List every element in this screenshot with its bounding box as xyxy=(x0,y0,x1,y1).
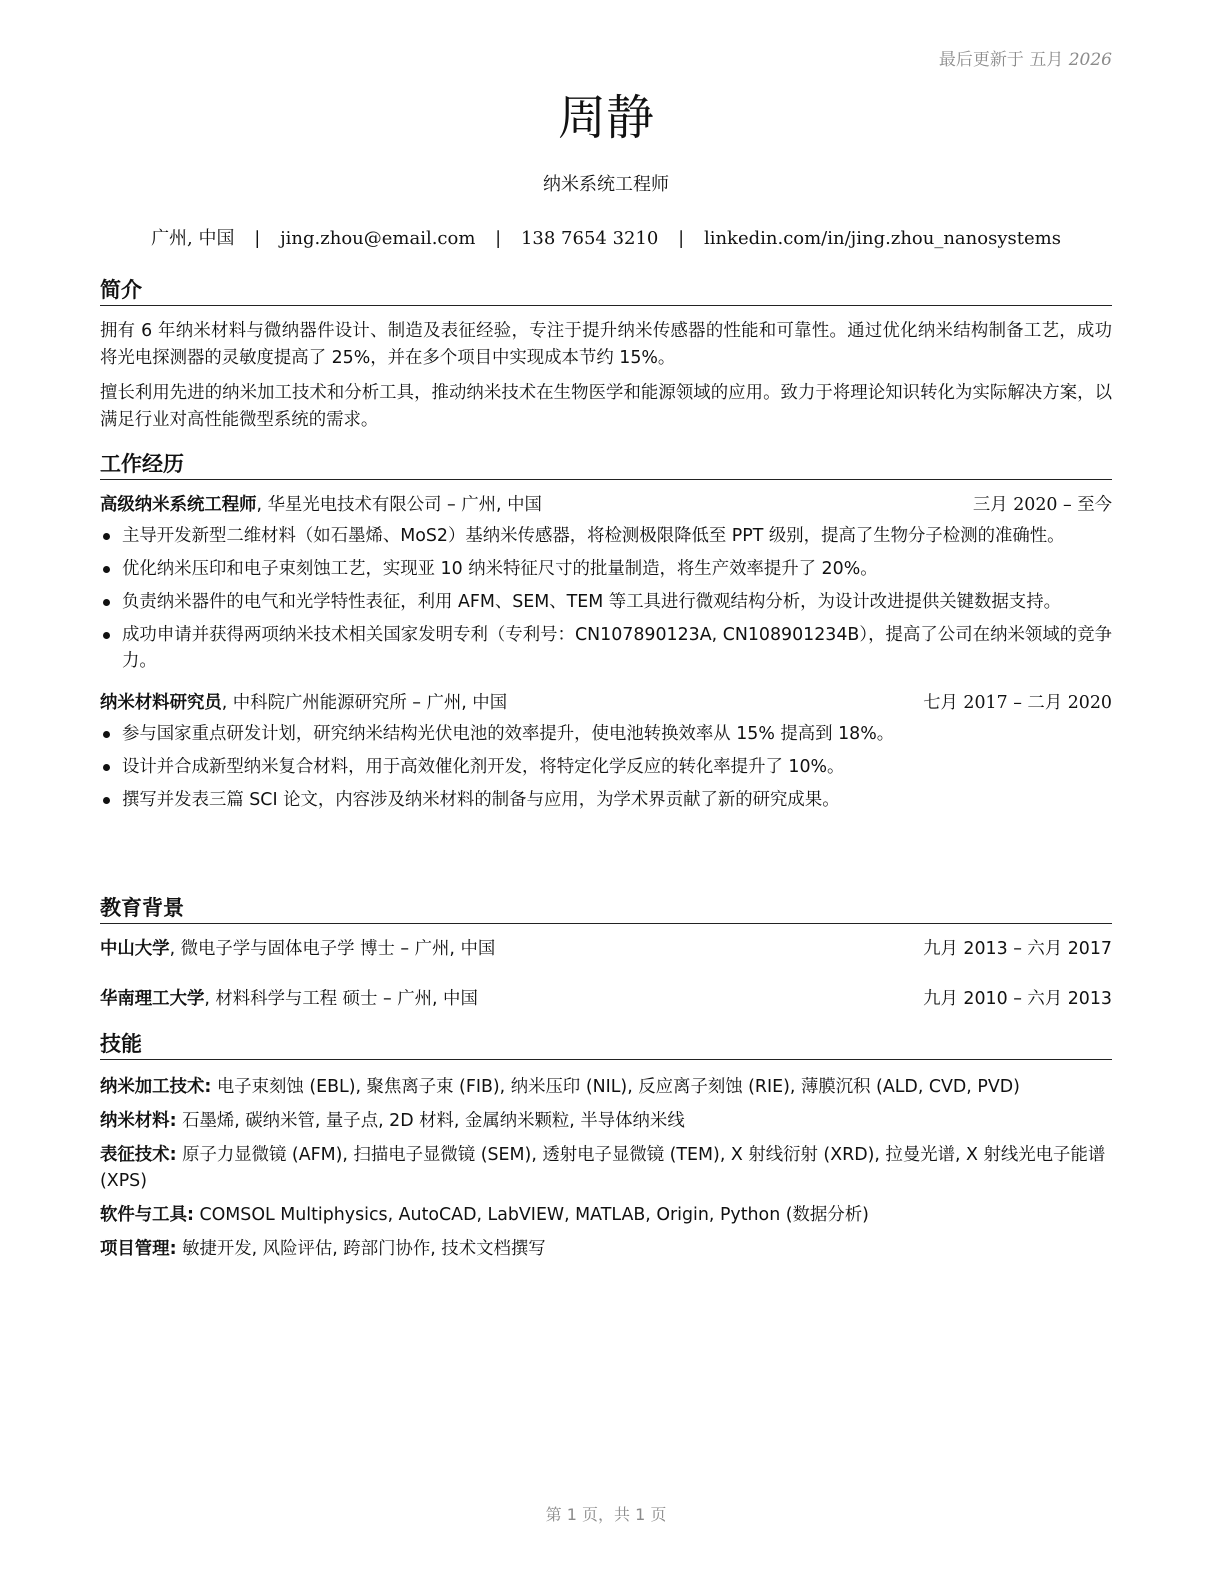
page-number-footer: 第 1 页，共 1 页 xyxy=(545,1505,667,1524)
skill-category: 项目管理: xyxy=(100,1239,177,1259)
job-title: 纳米系统工程师 xyxy=(543,174,669,195)
section-heading-experience: 工作经历 xyxy=(100,450,1112,480)
last-updated xyxy=(939,45,1112,70)
job-title: 高级纳米系统工程师 xyxy=(100,495,257,515)
job-org: , 华星光电技术有限公司 – 广州, 中国 xyxy=(256,495,542,515)
contact-separator: | xyxy=(254,228,261,249)
skill-category: 纳米材料: xyxy=(100,1111,177,1131)
education-section xyxy=(100,894,1112,1013)
last-updated-label: 最后更新于 五月 xyxy=(938,50,1064,70)
skill-items: 敏捷开发, 风险评估, 跨部门协作, 技术文档撰写 xyxy=(182,1239,546,1259)
job-bullet: 优化纳米压印和电子束刻蚀工艺，实现亚 10 纳米特征尺寸的批量制造，将生产效率提升了 20%。 xyxy=(100,556,1112,582)
skill-items: 石墨烯, 碳纳米管, 量子点, 2D 材料, 金属纳米颗粒, 半导体纳米线 xyxy=(182,1111,685,1131)
experience-section xyxy=(100,450,1112,820)
skills-section xyxy=(100,1030,1112,1270)
contact-linkedin[interactable]: linkedin.com/in/jing.zhou_nanosystems xyxy=(703,228,1061,249)
contact-phone: 138 7654 3210 xyxy=(520,228,659,249)
job-title: 纳米材料研究员 xyxy=(100,693,222,713)
summary-paragraph: 擅长利用先进的纳米加工技术和分析工具，推动纳米技术在生物医学和能源领域的应用。致力于将理论知识转化为实际解决方案，以满足行业对高性能微型系统的需求。 xyxy=(100,383,1112,430)
job-bullet: 主导开发新型二维材料（如石墨烯、MoS2）基纳米传感器，将检测极限降低至 PPT 级别，提高了生物分子检测的准确性。 xyxy=(100,523,1112,549)
resume-page xyxy=(100,0,1112,1584)
summary-section xyxy=(100,276,1112,434)
job-dates: 七月 2017 – 二月 2020 xyxy=(923,693,1112,713)
education-school: 中山大学 xyxy=(100,939,170,959)
section-heading-summary: 简介 xyxy=(100,276,1112,306)
education-detail: , 材料科学与工程 硕士 – 广州, 中国 xyxy=(204,989,478,1009)
skill-items: 原子力显微镜 (AFM), 扫描电子显微镜 (SEM), 透射电子显微镜 (TEM), X 射线衍射 (XRD), 拉曼光谱, X 射线光电子能谱 (XPS) xyxy=(100,1145,1106,1191)
education-dates: 九月 2010 – 六月 2013 xyxy=(923,989,1112,1009)
skills-list xyxy=(100,1074,1112,1262)
education-degree xyxy=(100,936,495,963)
contact-location: 广州, 中国 xyxy=(151,228,235,249)
skill-category: 表征技术: xyxy=(100,1145,177,1165)
skill-row xyxy=(100,1142,1112,1194)
education-detail: , 微电子学与固体电子学 博士 – 广州, 中国 xyxy=(169,939,496,959)
job-header xyxy=(100,492,1112,519)
contact-line xyxy=(100,224,1112,250)
skill-row xyxy=(100,1108,1112,1134)
job-role xyxy=(100,690,507,717)
job-bullets xyxy=(100,523,1112,674)
education-school: 华南理工大学 xyxy=(100,989,205,1009)
skill-row xyxy=(100,1236,1112,1262)
skill-row xyxy=(100,1074,1112,1100)
education-entry xyxy=(100,936,1112,963)
section-heading-education: 教育背景 xyxy=(100,894,1112,924)
skill-category: 软件与工具: xyxy=(100,1205,194,1225)
job-bullet: 负责纳米器件的电气和光学特性表征，利用 AFM、SEM、TEM 等工具进行微观结构分析，为设计改进提供关键数据支持。 xyxy=(100,589,1112,615)
skill-items: 电子束刻蚀 (EBL), 聚焦离子束 (FIB), 纳米压印 (NIL), 反应离子刻蚀 (RIE), 薄膜沉积 (ALD, CVD, PVD) xyxy=(216,1077,1020,1097)
education-dates: 九月 2013 – 六月 2017 xyxy=(923,939,1112,959)
job-bullet: 成功申请并获得两项纳米技术相关国家发明专利（专利号：CN107890123A, CN108901234B），提高了公司在纳米领域的竞争力。 xyxy=(100,622,1112,674)
section-heading-skills: 技能 xyxy=(100,1030,1112,1060)
skill-row xyxy=(100,1202,1112,1228)
summary-paragraph: 拥有 6 年纳米材料与微纳器件设计、制造及表征经验，专注于提升纳米传感器的性能和可靠性。通过优化纳米结构制备工艺，成功将光电探测器的灵敏度提高了 25%，并在多个项目中实现成本节约 15%。 xyxy=(100,321,1112,368)
job-bullet: 撰写并发表三篇 SCI 论文，内容涉及纳米材料的制备与应用，为学术界贡献了新的研究成果。 xyxy=(100,787,1112,813)
job-role xyxy=(100,492,542,519)
job-entry xyxy=(100,690,1112,813)
skill-category: 纳米加工技术: xyxy=(100,1077,212,1097)
contact-separator: | xyxy=(495,228,502,249)
skill-items: COMSOL Multiphysics, AutoCAD, LabVIEW, MATLAB, Origin, Python (数据分析) xyxy=(199,1205,869,1225)
job-bullet: 参与国家重点研发计划，研究纳米结构光伏电池的效率提升，使电池转换效率从 15% 提高到 18%。 xyxy=(100,721,1112,747)
job-bullet: 设计并合成新型纳米复合材料，用于高效催化剂开发，将特定化学反应的转化率提升了 10%。 xyxy=(100,754,1112,780)
job-entry xyxy=(100,492,1112,674)
candidate-name: 周静 xyxy=(557,90,654,146)
job-header xyxy=(100,690,1112,717)
contact-email[interactable]: jing.zhou@email.com xyxy=(280,228,476,249)
job-org: , 中科院广州能源研究所 – 广州, 中国 xyxy=(221,693,508,713)
education-degree xyxy=(100,986,478,1013)
contact-separator: | xyxy=(678,228,685,249)
education-entry xyxy=(100,986,1112,1013)
job-bullets xyxy=(100,721,1112,813)
job-dates: 三月 2020 – 至今 xyxy=(972,495,1112,515)
last-updated-year: 2026 xyxy=(1068,50,1112,70)
